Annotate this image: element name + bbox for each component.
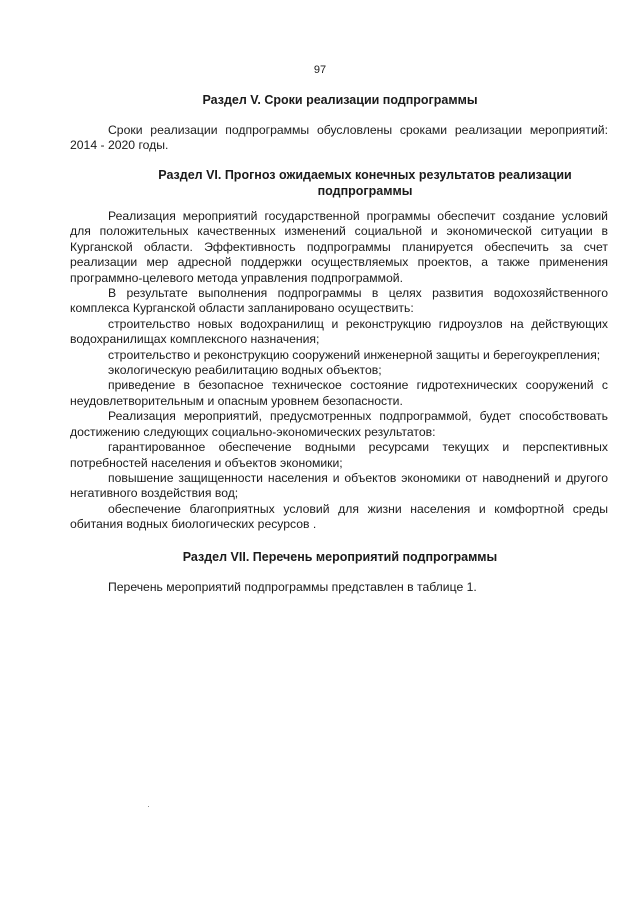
list-item-protection: строительство и реконструкцию сооружений инженерной защиты и берегоукрепления; <box>108 347 601 362</box>
page-number: 97 <box>313 64 327 76</box>
section-6-heading-line-2: подпрограммы <box>317 184 413 198</box>
scan-speck <box>148 806 149 807</box>
section-5-text: Сроки реализации подпрограммы обусловлены сроками реализации мероприятий: 2014 - 2020 годы. <box>70 123 608 153</box>
section-6-heading-line-1: Раздел VI. Прогноз ожидаемых конечных результатов реализации <box>158 168 572 182</box>
section-6-body <box>70 209 608 533</box>
list-item-rehabilitation: экологическую реабилитацию водных объектов; <box>108 363 382 378</box>
section-7-text: Перечень мероприятий подпрограммы представлен в таблице 1. <box>108 580 477 594</box>
paragraph-intro: Реализация мероприятий государственной программы обеспечит создание условий для положительных качественных изменений социальной и экономической ситуации в Курганской области. Эффективность подпрограммы планируется обеспечить за счет реализации мер адресной поддержки осуществляемых проектов, а также применения программно-целевого метода управления подпрограммой. <box>70 209 608 285</box>
section-7-body <box>70 580 608 595</box>
list-item-environment: обеспечение благоприятных условий для жизни населения и комфортной среды обитания водных биологических ресурсов . <box>70 501 608 532</box>
section-7-heading: Раздел VII. Перечень мероприятий подпрограммы <box>182 550 498 564</box>
list-item-flood-protection: повышение защищенности населения и объектов экономики от наводнений и другого негативного воздействия вод; <box>70 470 608 501</box>
list-item-safety: приведение в безопасное техническое состояние гидротехнических сооружений с неудовлетворительным и опасным уровнем безопасности. <box>70 378 608 408</box>
paragraph-results-plan: В результате выполнения подпрограммы в целях развития водохозяйственного комплекса Курганской области запланировано осуществить: <box>70 286 608 316</box>
paragraph-outcomes: Реализация мероприятий, предусмотренных подпрограммой, будет способствовать достижению следующих социально-экономических результатов: <box>70 409 608 439</box>
list-item-water-supply: гарантированное обеспечение водными ресурсами текущих и перспективных потребностей населения и объектов экономики; <box>70 440 608 470</box>
list-item-reservoirs: строительство новых водохранилищ и реконструкцию гидроузлов на действующих водохранилищах комплексного назначения; <box>70 316 608 347</box>
section-6-heading <box>130 167 600 199</box>
section-5-heading: Раздел V. Сроки реализации подпрограммы <box>202 93 478 107</box>
